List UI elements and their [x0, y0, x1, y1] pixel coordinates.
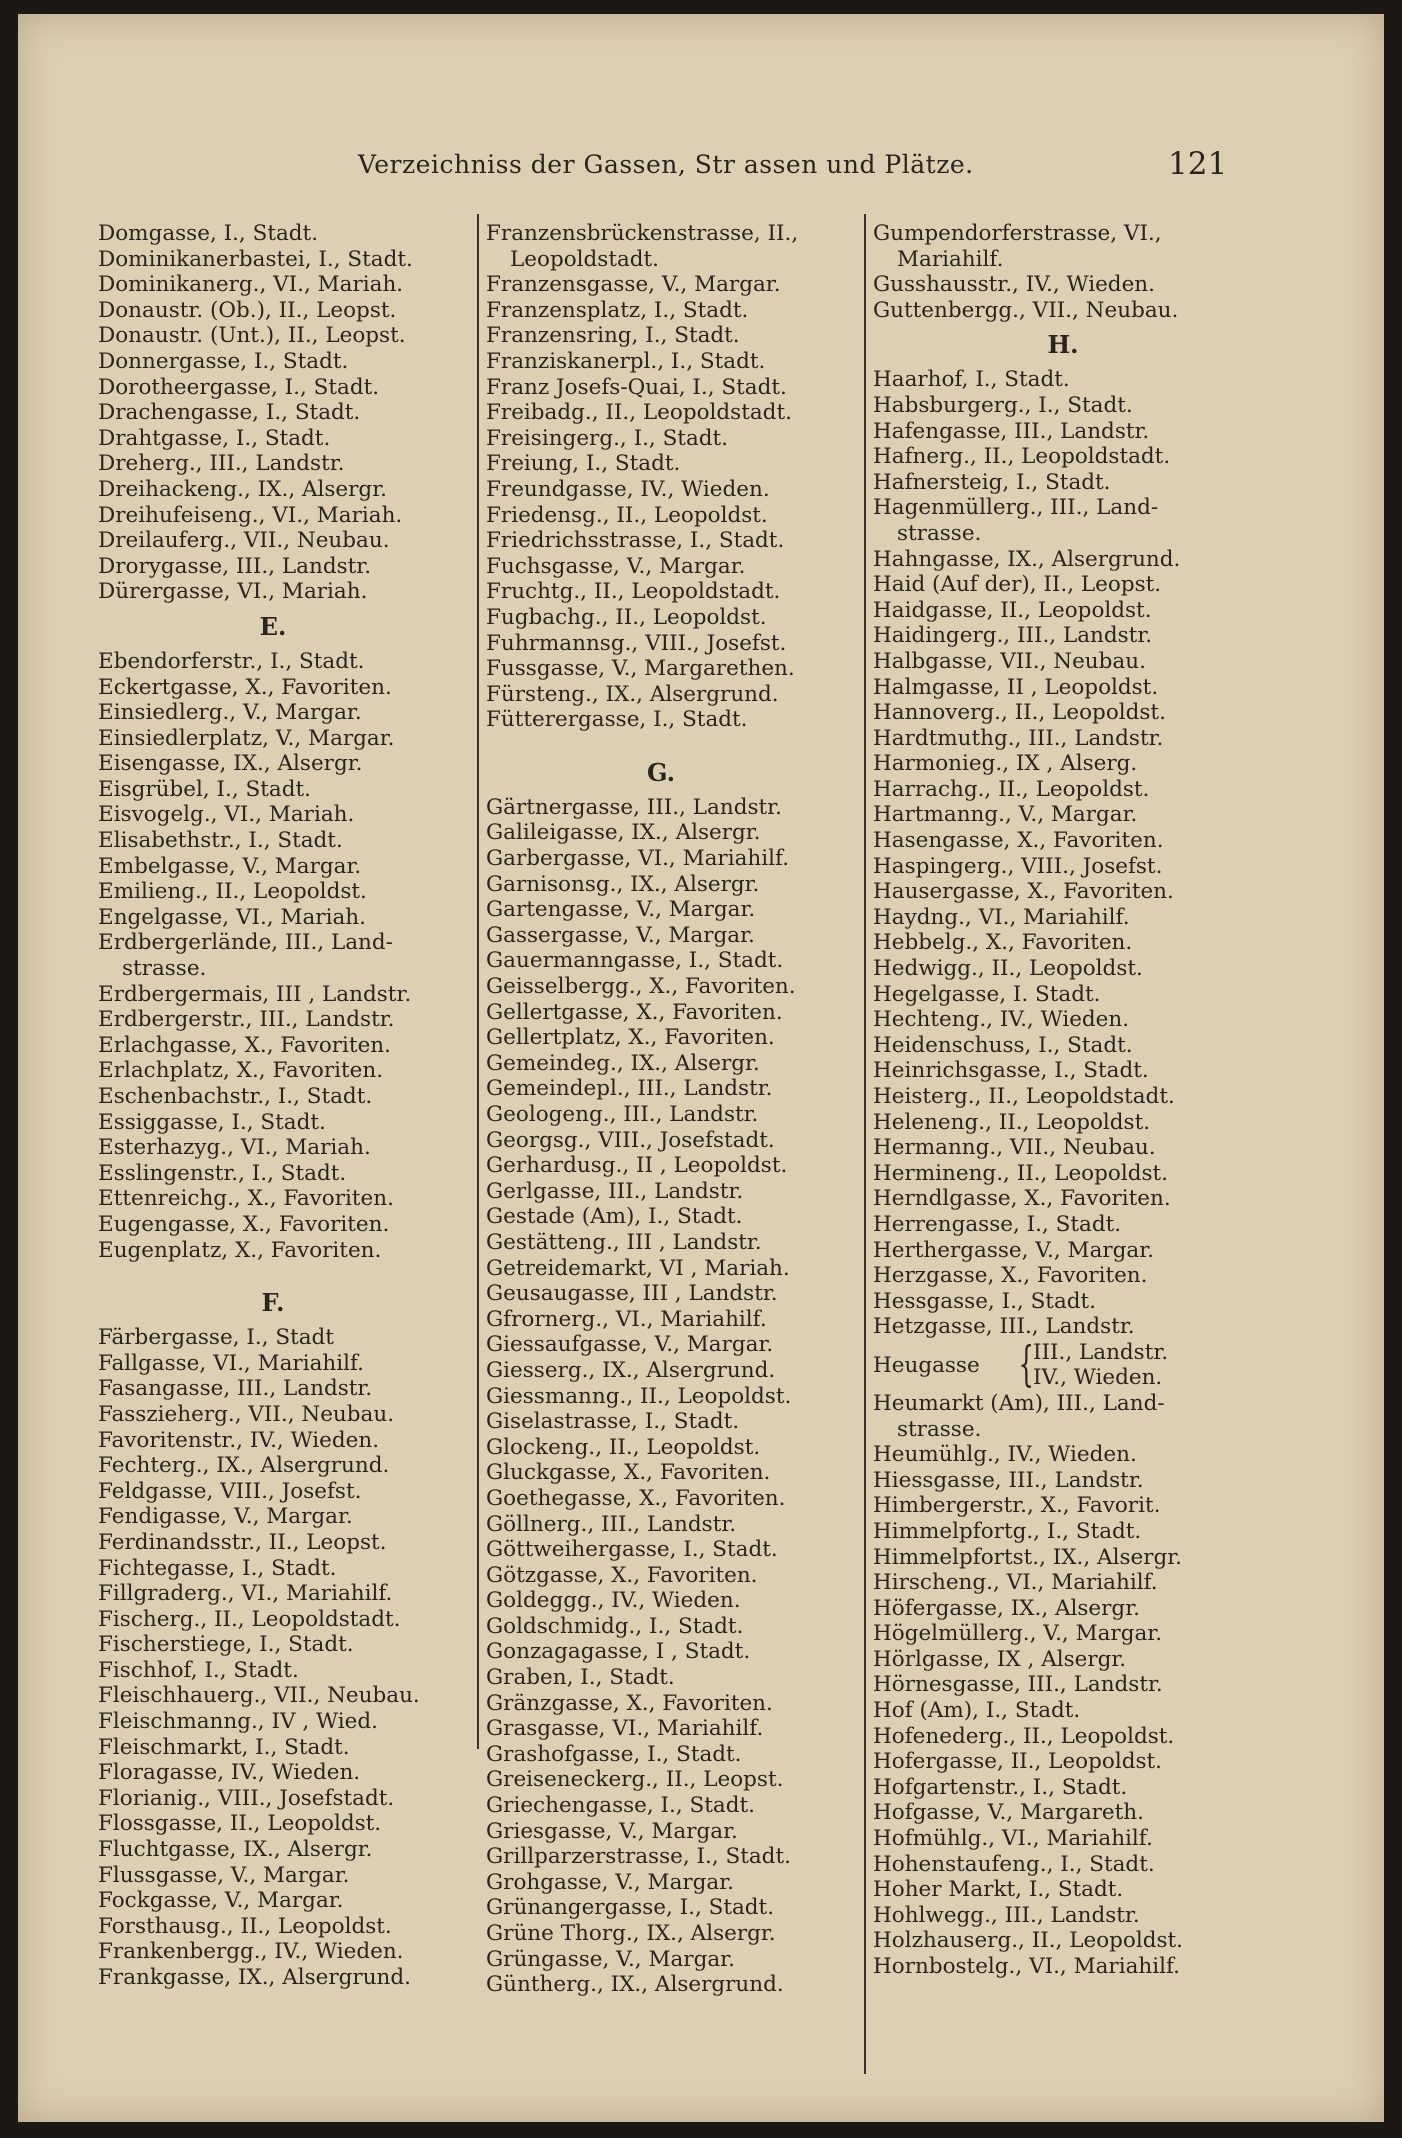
list-item: Gauermanngasse, I., Stadt.: [486, 948, 784, 974]
list-item: Hedwigg., II., Leopoldst.: [873, 956, 1143, 982]
list-item: Fluchtgasse, IX., Alsergr.: [98, 1837, 373, 1863]
list-item: Feldgasse, VIII., Josefst.: [98, 1478, 362, 1504]
list-item: Hafnerg., II., Leopoldstadt.: [873, 444, 1171, 470]
list-item: Gestätteng., III , Landstr.: [486, 1229, 762, 1255]
list-item: Haidgasse, II., Leopoldst.: [873, 597, 1152, 623]
list-item: Fasszieherg., VII., Neubau.: [98, 1401, 395, 1427]
page-title: Verzeichniss der Gassen, Str assen und Plätze.: [358, 150, 974, 179]
list-item: Guttenbergg., VII., Neubau.: [873, 297, 1179, 323]
list-item: Erlachgasse, X., Favoriten.: [98, 1032, 391, 1058]
list-item: Hetzgasse, III., Landstr.: [873, 1314, 1135, 1340]
column-3: [873, 221, 1253, 1980]
list-item: Halmgasse, II , Leopoldst.: [873, 674, 1159, 700]
list-item: Geologeng., III., Landstr.: [486, 1102, 759, 1127]
list-d: [98, 221, 448, 605]
list-item: Fleischmanng., IV , Wied.: [98, 1709, 378, 1735]
list-item: Himmelpfortst., IX., Alsergr.: [873, 1544, 1183, 1570]
list-item: Haspingerg., VIII., Josefst.: [873, 853, 1163, 879]
list-item: Essiggasse, I., Stadt.: [98, 1109, 326, 1135]
list-item: Gerlgasse, III., Landstr.: [486, 1178, 744, 1204]
list-item: Eugengasse, X., Favoriten.: [98, 1211, 390, 1237]
list-item: Einsiedlerg., V., Margar.: [98, 700, 362, 726]
list-item: Haarhof, I., Stadt.: [873, 367, 1070, 393]
list-item: Giesserg., IX., Alsergrund.: [486, 1357, 776, 1383]
list-f: [98, 1325, 448, 1990]
list-item: Göllnerg., III., Landstr.: [486, 1511, 737, 1537]
spacer: [98, 1263, 448, 1281]
list-item: Gonzagagasse, I , Stadt.: [486, 1639, 751, 1665]
list-item: Hahngasse, IX., Alsergrund.: [873, 546, 1181, 572]
list-item: Franz Josefs-Quai, I., Stadt.: [486, 374, 787, 400]
list-item: Hagenmüllerg., III., Land-: [873, 495, 1159, 521]
list-item: Donnergasse, I., Stadt.: [98, 348, 349, 374]
list-item: Grünangergasse, I., Stadt.: [486, 1895, 775, 1921]
list-item: Eugenplatz, X., Favoriten.: [98, 1237, 382, 1263]
list-item: Färbergasse, I., Stadt: [98, 1325, 334, 1351]
list-item: Eisvogelg., VI., Mariah.: [98, 802, 355, 828]
list-item: Gassergasse, V., Margar.: [486, 922, 755, 948]
list-item: Holzhauserg., II., Leopoldst.: [873, 1928, 1183, 1954]
list-item: Haid (Auf der), II., Leopst.: [873, 572, 1162, 598]
list-item: Goldeggg., IV., Wieden.: [486, 1588, 741, 1614]
list-item: Dreherg., III., Landstr.: [98, 451, 345, 477]
list-item: Geusaugasse, III , Landstr.: [486, 1281, 778, 1307]
list-item: Högelmüllerg., V., Margar.: [873, 1621, 1163, 1647]
list-item: Fruchtg., II., Leopoldstadt.: [486, 579, 781, 605]
list-item: Galileigasse, IX., Alsergr.: [486, 820, 761, 846]
list-f2: [486, 272, 836, 733]
list-item: Esterhazyg., VI., Mariah.: [98, 1135, 371, 1161]
list-item: Halbgasse, VII., Neubau.: [873, 648, 1146, 674]
heugasse-name: Heugasse: [873, 1352, 980, 1378]
list-item: Franzensring, I., Stadt.: [486, 323, 740, 349]
list-item: Emilieng., II., Leopoldst.: [98, 879, 367, 905]
list-item: Freisingerg., I., Stadt.: [486, 425, 729, 451]
list-item: Fuhrmannsg., VIII., Josefst.: [486, 630, 787, 656]
list-item: Fischhof, I., Stadt.: [98, 1657, 299, 1683]
list-item: Hofmühlg., VI., Mariahilf.: [873, 1826, 1153, 1852]
list-item: Gellertgasse, X., Favoriten.: [486, 999, 783, 1025]
list-item: Fendigasse, V., Margar.: [98, 1504, 353, 1530]
list-item: Frankenbergg., IV., Wieden.: [98, 1939, 404, 1965]
list-item: Hessgasse, I., Stadt.: [873, 1288, 1096, 1314]
list-item: Grashofgasse, I., Stadt.: [486, 1741, 742, 1767]
list-item: Hirscheng., VI., Mariahilf.: [873, 1570, 1158, 1596]
list-item: Fischerstiege, I., Stadt.: [98, 1632, 354, 1658]
list-item: Grasgasse, VI., Mariahilf.: [486, 1716, 764, 1742]
column-1: [98, 221, 448, 1991]
spacer: [486, 733, 836, 751]
list-item: Fechterg., IX., Alsergrund.: [98, 1453, 390, 1479]
list-item: Dominikanerbastei, I., Stadt.: [98, 246, 413, 272]
list-item: Dreihufeiseng., VI., Mariah.: [98, 502, 403, 528]
list-item: Hohlwegg., III., Landstr.: [873, 1902, 1140, 1928]
list-item: Hannoverg., II., Leopoldst.: [873, 700, 1166, 726]
list-item: Eisgrübel, I., Stadt.: [98, 776, 311, 802]
list-item: Hermanng., VII., Neubau.: [873, 1135, 1156, 1161]
list-item: Hörlgasse, IX , Alsergr.: [873, 1646, 1127, 1672]
list-item: Gusshausstr., IV., Wieden.: [873, 272, 1155, 298]
list-item: Garbergasse, VI., Mariahilf.: [486, 846, 790, 872]
list-h3: [873, 547, 1253, 1340]
list-item: Hofergasse, II., Leopoldst.: [873, 1749, 1162, 1775]
list-item: Glockeng., II., Leopoldst.: [486, 1434, 761, 1460]
list-item: Esslingenstr., I., Stadt.: [98, 1160, 347, 1186]
list-item: Ettenreichg., X., Favoriten.: [98, 1186, 394, 1212]
list-item: Gestade (Am), I., Stadt.: [486, 1204, 743, 1230]
list-item: Höfergasse, IX., Alsergr.: [873, 1595, 1140, 1621]
list-item: Heisterg., II., Leopoldstadt.: [873, 1084, 1175, 1109]
list-item: Freiung, I., Stadt.: [486, 451, 681, 477]
list-item: Grüne Thorg., IX., Alsergr.: [486, 1921, 776, 1946]
list-item: Himbergerstr., X., Favorit.: [873, 1493, 1161, 1519]
section-letter-h: H.: [1047, 330, 1079, 360]
list-item: Gerhardusg., II , Leopoldst.: [486, 1153, 788, 1179]
list-item: Embelgasse, V., Margar.: [98, 853, 362, 879]
list-e-wrapped: [98, 930, 448, 981]
list-item: Griesgasse, V., Margar.: [486, 1818, 738, 1844]
list-item: Hausergasse, X., Favoriten.: [873, 879, 1174, 905]
list-item: Fürsteng., IX., Alsergrund.: [486, 681, 779, 707]
list-item: Hebbelg., X., Favoriten.: [873, 930, 1133, 956]
list-h2: [873, 495, 1253, 546]
list-item: Ferdinandsstr., II., Leopst.: [98, 1529, 387, 1555]
list-item: Erdbergerlände, III., Land-: [98, 930, 393, 956]
list-item: Gartengasse, V., Margar.: [486, 897, 756, 923]
list-item-continuation: strasse.: [897, 520, 982, 546]
list-item: Grüngasse, V., Margar.: [486, 1946, 735, 1972]
list-item: Domgasse, I., Stadt.: [98, 221, 319, 246]
list-g-top: [873, 221, 1253, 272]
list-g2: [873, 272, 1253, 323]
list-item: Gärtnergasse, III., Landstr.: [486, 794, 782, 820]
list-item: Goldschmidg., I., Stadt.: [486, 1613, 744, 1639]
list-item: Hardtmuthg., III., Landstr.: [873, 725, 1164, 751]
list-item: Greiseneckerg., II., Leopst.: [486, 1767, 784, 1793]
list-item: Grillparzerstrasse, I., Stadt.: [486, 1844, 791, 1870]
list-item: Fleischhauerg., VII., Neubau.: [98, 1683, 420, 1709]
list-item: Hofenederg., II., Leopoldst.: [873, 1723, 1175, 1749]
list-item-continuation: strasse.: [122, 956, 207, 982]
list-item: Flossgasse, II., Leopoldst.: [98, 1811, 382, 1837]
column-divider-2: [864, 214, 866, 2074]
list-item: Herthergasse, V., Margar.: [873, 1237, 1154, 1263]
list-item-continuation: Mariahilf.: [897, 246, 1004, 272]
list-item: Drorygasse, III., Landstr.: [98, 553, 372, 579]
list-item-continuation: Leopoldstadt.: [510, 246, 660, 272]
list-item: Fichtegasse, I., Stadt.: [98, 1555, 337, 1581]
list-item: Fussgasse, V., Margarethen.: [486, 656, 795, 682]
list-item: Dorotheergasse, I., Stadt.: [98, 374, 380, 400]
column-divider-1: [477, 214, 479, 1749]
list-item: Giessmanng., II., Leopoldst.: [486, 1383, 792, 1409]
list-item: Fugbachg., II., Leopoldst.: [486, 604, 767, 630]
list-item: Hermineng., II., Leopoldst.: [873, 1160, 1168, 1186]
list-e-cont: [98, 982, 448, 1264]
list-item: Erdbergermais, III , Landstr.: [98, 981, 412, 1007]
list-item: Fischerg., II., Leopoldstadt.: [98, 1606, 401, 1632]
list-item: Flussgasse, V., Margar.: [98, 1862, 350, 1888]
list-item: Giselastrasse, I., Stadt.: [486, 1409, 740, 1435]
list-h1: [873, 367, 1253, 495]
list-item: Himmelpfortg., I., Stadt.: [873, 1518, 1142, 1544]
list-item: Franziskanerpl., I., Stadt.: [486, 348, 766, 374]
list-item-continuation: strasse.: [897, 1416, 982, 1442]
list-item: Hiessgasse, III., Landstr.: [873, 1467, 1144, 1493]
list-item: Friedensg., II., Leopoldst.: [486, 502, 768, 528]
list-item: Herzgasse, X., Favoriten.: [873, 1263, 1148, 1289]
list-item: Herndlgasse, X., Favoriten.: [873, 1186, 1171, 1212]
list-item: Hartmanng., V., Margar.: [873, 802, 1138, 828]
list-item: Güntherg., IX., Alsergrund.: [486, 1972, 784, 1998]
heugasse-line-2: IV., Wieden.: [1033, 1364, 1163, 1390]
list-item: Hof (Am), I., Stadt.: [873, 1698, 1081, 1724]
list-item: Ebendorferstr., I., Stadt.: [98, 648, 365, 674]
brace-glyph: {: [1018, 1335, 1034, 1392]
list-item: Heumarkt (Am), III., Land-: [873, 1390, 1165, 1416]
list-item: Engelgasse, VI., Mariah.: [98, 904, 366, 930]
list-item: Friedrichsstrasse, I., Stadt.: [486, 528, 785, 554]
list-item: Graben, I., Stadt.: [486, 1665, 675, 1691]
list-item: Dreilauferg., VII., Neubau.: [98, 528, 390, 554]
list-item: Drahtgasse, I., Stadt.: [98, 425, 331, 451]
list-item: Grohgasse, V., Margar.: [486, 1869, 734, 1895]
list-item: Donaustr. (Ob.), II., Leopst.: [98, 297, 397, 323]
list-h4: [873, 1391, 1253, 1442]
list-item: Heumühlg., IV., Wieden.: [873, 1442, 1137, 1468]
list-g: [486, 795, 836, 1998]
book-page: [18, 14, 1384, 2122]
list-item: Fallgasse, VI., Mariahilf.: [98, 1350, 365, 1376]
list-item: Freibadg., II., Leopoldstadt.: [486, 400, 792, 426]
list-item: Drachengasse, I., Stadt.: [98, 400, 361, 426]
list-item: Gluckgasse, X., Favoriten.: [486, 1460, 771, 1486]
list-item: Dreihackeng., IX., Alsergr.: [98, 476, 387, 502]
list-item: Donaustr. (Unt.), II., Leopst.: [98, 323, 406, 349]
list-item: Eckertgasse, X., Favoriten.: [98, 674, 392, 700]
list-item: Fütterergasse, I., Stadt.: [486, 707, 748, 733]
list-item: Hoher Markt, I., Stadt.: [873, 1877, 1124, 1903]
list-item: Hornbostelg., VI., Mariahilf.: [873, 1954, 1181, 1979]
list-item: Dominikanerg., VI., Mariah.: [98, 272, 404, 298]
list-item: Hafengasse, III., Landstr.: [873, 418, 1150, 444]
list-item: Hasengasse, X., Favoriten.: [873, 828, 1164, 854]
heugasse-entry: [873, 1335, 1253, 1392]
list-item: Fockgasse, V., Margar.: [98, 1888, 344, 1914]
list-item: Garnisonsg., IX., Alsergr.: [486, 871, 760, 897]
list-item: Geisselbergg., X., Favoriten.: [486, 974, 796, 1000]
list-item: Franzensplatz, I., Stadt.: [486, 297, 749, 323]
list-item: Habsburgerg., I., Stadt.: [873, 392, 1133, 418]
list-item: Heidenschuss, I., Stadt.: [873, 1032, 1133, 1058]
list-item: Heinrichsgasse, I., Stadt.: [873, 1058, 1149, 1084]
list-item: Erdbergerstr., III., Landstr.: [98, 1007, 395, 1033]
list-item: Hohenstaufeng., I., Stadt.: [873, 1851, 1155, 1877]
list-item: Erlachplatz, X., Favoriten.: [98, 1058, 384, 1084]
list-item: Hechteng., IV., Wieden.: [873, 1007, 1130, 1033]
section-letter-f: F.: [261, 1288, 285, 1318]
list-item: Getreidemarkt, VI , Mariah.: [486, 1255, 790, 1281]
list-item: Frankgasse, IX., Alsergrund.: [98, 1965, 411, 1990]
list-item: Fillgraderg., VI., Mariahilf.: [98, 1581, 393, 1607]
list-item: Franzensbrückenstrasse, II.,: [486, 221, 799, 246]
list-e: [98, 649, 448, 931]
list-item: Giessaufgasse, V., Margar.: [486, 1332, 774, 1358]
list-item: Freundgasse, IV., Wieden.: [486, 476, 770, 502]
list-item: Hegelgasse, I. Stadt.: [873, 981, 1101, 1007]
list-item: Hofgasse, V., Margareth.: [873, 1800, 1144, 1826]
list-item: Franzensgasse, V., Margar.: [486, 272, 781, 298]
list-item: Gemeindeg., IX., Alsergr.: [486, 1050, 760, 1076]
list-item: Florianig., VIII., Josefstadt.: [98, 1785, 395, 1811]
list-item: Gumpendorferstrasse, VI.,: [873, 221, 1162, 246]
list-item: Goethegasse, X., Favoriten.: [486, 1485, 786, 1511]
page-number: 121: [1168, 146, 1228, 182]
list-item: Gemeindepl., III., Landstr.: [486, 1076, 773, 1102]
list-item: Harmonieg., IX , Alserg.: [873, 751, 1138, 777]
list-item: Harrachg., II., Leopoldst.: [873, 776, 1150, 802]
list-item: Haydng., VI., Mariahilf.: [873, 904, 1130, 930]
list-item: Hofgartenstr., I., Stadt.: [873, 1774, 1128, 1800]
list-item: Göttweihergasse, I., Stadt.: [486, 1537, 778, 1563]
list-item: Hafnersteig, I., Stadt.: [873, 469, 1111, 495]
list-item: Floragasse, IV., Wieden.: [98, 1760, 361, 1786]
list-item: Favoritenstr., IV., Wieden.: [98, 1427, 380, 1453]
list-item: Götzgasse, X., Favoriten.: [486, 1562, 758, 1588]
list-item: Gfrornerg., VI., Mariahilf.: [486, 1306, 767, 1332]
list-f-top: [486, 221, 836, 272]
list-item: Haidingerg., III., Landstr.: [873, 623, 1153, 649]
list-item: Dürergasse, VI., Mariah.: [98, 579, 368, 605]
list-item: Gellertplatz, X., Favoriten.: [486, 1025, 775, 1051]
list-item: Fasangasse, III., Landstr.: [98, 1376, 373, 1402]
list-item: Forsthausg., II., Leopoldst.: [98, 1913, 392, 1939]
list-item: Einsiedlerplatz, V., Margar.: [98, 725, 395, 751]
list-item: Heleneng., II., Leopoldst.: [873, 1109, 1151, 1135]
list-item: Elisabethstr., I., Stadt.: [98, 828, 343, 854]
heugasse-line-1: III., Landstr.: [1033, 1339, 1169, 1365]
list-item: Gränzgasse, X., Favoriten.: [486, 1690, 773, 1716]
list-item: Hörnesgasse, III., Landstr.: [873, 1672, 1163, 1698]
list-item: Fleischmarkt, I., Stadt.: [98, 1734, 350, 1760]
list-item: Eschenbachstr., I., Stadt.: [98, 1084, 373, 1109]
list-h5: [873, 1442, 1253, 1979]
running-head: [18, 146, 1384, 190]
list-item: Fuchsgasse, V., Margar.: [486, 553, 746, 579]
column-2: [486, 221, 836, 1998]
list-item: Griechengasse, I., Stadt.: [486, 1793, 755, 1819]
list-item: Georgsg., VIII., Josefstadt.: [486, 1127, 775, 1153]
section-letter-e: E.: [259, 611, 287, 641]
section-letter-g: G.: [647, 757, 675, 787]
list-item: Herrengasse, I., Stadt.: [873, 1211, 1122, 1237]
list-item: Eisengasse, IX., Alsergr.: [98, 751, 363, 777]
